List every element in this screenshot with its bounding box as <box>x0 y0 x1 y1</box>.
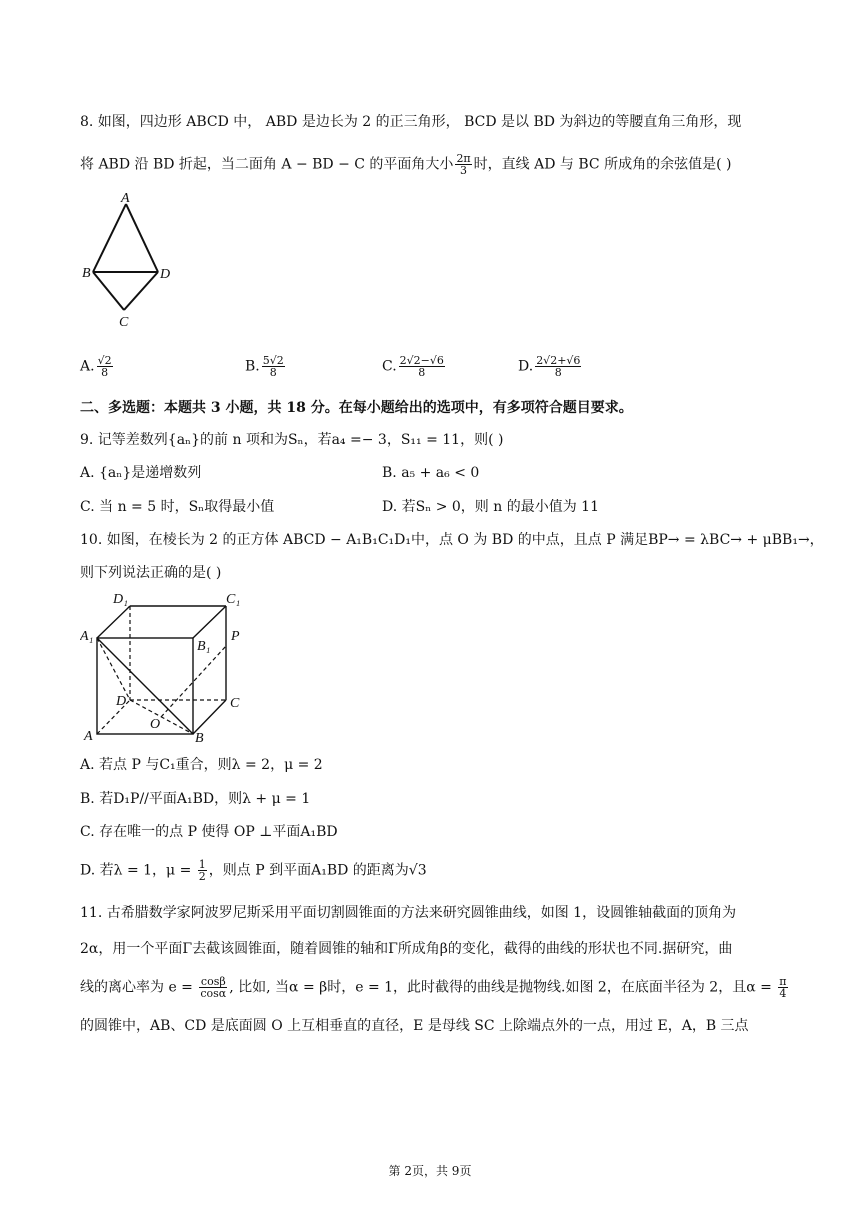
q8-rhombus-figure <box>78 192 178 332</box>
q9-option-d: D. 若Sₙ > 0，则 n 的最小值为 11 <box>382 499 599 515</box>
q10-label-D1: D₁ <box>113 592 128 607</box>
q8-label-B: B <box>82 266 91 281</box>
section2-heading: 二、多选题：本题共 3 小题，共 18 分。在每小题给出的选项中，有多项符合题目要求。 <box>80 400 633 416</box>
q8-label-D: D <box>160 267 171 282</box>
q10-label-B1: B₁ <box>197 639 211 654</box>
q10-line2: 则下列说法正确的是( ) <box>80 565 222 581</box>
angle-fraction <box>455 153 471 176</box>
q10-option-d: D. 若λ = 1，μ = $\frac{1}{2}$ ，则点 P 到平面A₁BD 的距离为√3 <box>80 858 427 883</box>
q9-option-c: C. 当 n = 5 时，Sₙ取得最小值 <box>80 499 275 515</box>
q10-label-A1: A₁ <box>80 629 94 644</box>
angle-den: 3 <box>460 164 468 177</box>
q8-option-b: B. $\frac{5√2}{8}$ <box>245 354 284 379</box>
q10-cube-figure <box>80 588 250 746</box>
q9-option-a: A. {aₙ}是递增数列 <box>80 465 202 481</box>
q8-label-C: C <box>119 315 129 330</box>
q10-label-C1: C₁ <box>226 592 241 607</box>
q11-line4: 的圆锥中，AB、CD 是底面圆 O 上互相垂直的直径，E 是母线 SC 上除端点外的一点，用过 E，A，B 三点 <box>80 1018 749 1034</box>
q8-line2-b: 时，直线 AD 与 BC 所成角的余弦值是( ) <box>473 156 732 173</box>
q8-option-d: D. $\frac{2√2+√6}{8}$ <box>518 354 581 379</box>
q11-line2: 2α，用一个平面Γ去截该圆锥面，随着圆锥的轴和Γ所成角β的变化，截得的曲线的形状也不同.据研究，曲 <box>80 941 733 957</box>
q9-option-b: B. a₅ + a₆ < 0 <box>382 465 480 481</box>
q8-option-a: A. $\frac{√2}{8}$ <box>80 354 112 379</box>
q10-line1: 10. 如图，在棱长为 2 的正方体 ABCD − A₁B₁C₁D₁中，点 O 为 BD 的中点，且点 P 满足BP→ = λBC→ + μBB₁→， <box>80 532 824 548</box>
q10-option-c: C. 存在唯一的点 P 使得 OP ⊥平面A₁BD <box>80 824 338 840</box>
q10-label-A: A <box>84 729 93 744</box>
q10-option-b: B. 若D₁P//平面A₁BD，则λ + μ = 1 <box>80 791 311 807</box>
page-footer: 第 2页，共 9页 <box>388 1164 472 1178</box>
q10-label-C: C <box>230 696 240 711</box>
q10-option-a: A. 若点 P 与C₁重合，则λ = 2，μ = 2 <box>80 757 323 773</box>
q8-line2-a: 将 ABD 沿 BD 折起，当二面角 A − BD − C 的平面角大小 <box>80 156 454 173</box>
q11-line3: 线的离心率为 e = $\frac{\cos\beta}{\cos\alpha}$ , 比如, 当α = β时，e = 1，此时截得的曲线是抛物线.如图 2，在底面半径为 2，且α = $\frac{\pi}{4}$ <box>80 975 787 1000</box>
q9-stem: 9. 记等差数列{aₙ}的前 n 项和为Sₙ，若a₄ =− 3，S₁₁ = 11，则( ) <box>80 432 504 448</box>
q8-line1: 8. 如图，四边形 ABCD 中， ABD 是边长为 2 的正三角形， BCD 是以 BD 为斜边的等腰直角三角形，现 <box>80 114 742 130</box>
q8-label-A: A <box>121 192 130 206</box>
q10-label-D: D <box>116 694 127 709</box>
q11-line1: 11. 古希腊数学家阿波罗尼斯采用平面切割圆锥面的方法来研究圆锥曲线，如图 1，设圆锥轴截面的顶角为 <box>80 905 737 921</box>
q10-label-B: B <box>195 731 204 746</box>
q8-option-c: C. $\frac{2√2-√6}{8}$ <box>382 354 444 379</box>
angle-num: 2π <box>456 152 471 165</box>
q10-label-P: P <box>231 629 240 644</box>
q10-label-O: O <box>150 717 161 732</box>
q8-line2 <box>80 153 731 176</box>
